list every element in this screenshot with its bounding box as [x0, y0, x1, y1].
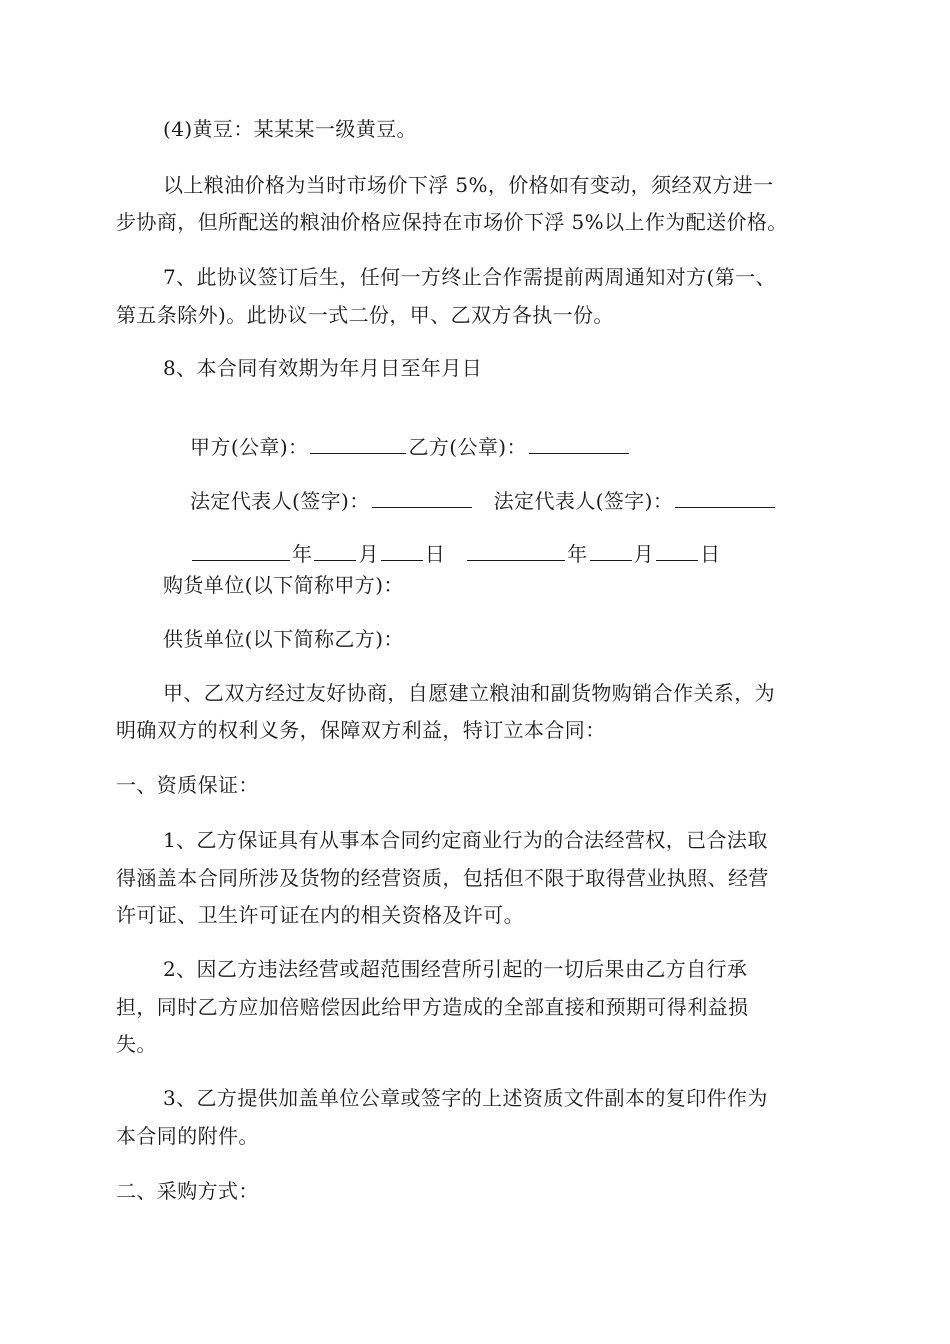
- date-a-day-label: 日: [424, 542, 446, 566]
- supplier-unit: 供货单位(以下简称乙方)：: [163, 627, 404, 651]
- rep-b-blank[interactable]: [675, 489, 775, 508]
- date-b-month-label: 月: [633, 542, 655, 566]
- buyer-unit: 购货单位(以下简称甲方)：: [163, 573, 404, 597]
- s1-item-1-line-3: 许可证、卫生许可证在内的相关资格及许可。: [116, 903, 524, 927]
- date-a-year-label: 年: [292, 542, 313, 566]
- date-b-year-label: 年: [567, 542, 588, 566]
- section-1-heading: 一、资质保证：: [116, 773, 259, 797]
- rep-a-blank[interactable]: [372, 489, 472, 508]
- rep-a-label: 法定代表人(签字)：: [190, 489, 370, 513]
- price-paragraph-line-1: 以上粮油价格为当时市场价下浮 5%，价格如有变动，须经双方进一: [163, 173, 774, 197]
- item-4-soybean: (4)黄豆：某某某一级黄豆。: [163, 117, 417, 141]
- s1-item-3-line-2: 本合同的附件。: [116, 1124, 259, 1148]
- s1-item-2-line-1: 2、因乙方违法经营或超范围经营所引起的一切后果由乙方自行承: [163, 957, 748, 981]
- rep-b-label: 法定代表人(签字)：: [493, 489, 674, 513]
- price-paragraph-line-2: 步协商，但所配送的粮油价格应保持在市场价下浮 5%以上作为配送价格。: [116, 210, 788, 234]
- party-b-seal-blank[interactable]: [529, 435, 629, 454]
- date-b-day-blank[interactable]: [656, 542, 698, 561]
- s1-item-3-line-1: 3、乙方提供加盖单位公章或签字的上述资质文件副本的复印件作为: [163, 1086, 768, 1110]
- intro-line-2: 明确双方的权利义务，保障双方利益，特订立本合同：: [116, 718, 606, 742]
- party-b-seal-label: 乙方(公章)：: [408, 435, 527, 459]
- s1-item-1-line-1: 1、乙方保证具有从事本合同约定商业行为的合法经营权，已合法取: [163, 828, 768, 852]
- date-a-month-label: 月: [358, 542, 379, 566]
- clause-7-line-1: 7、此协议签订后生，任何一方终止合作需提前两周通知对方(第一、: [163, 265, 776, 289]
- date-b-day-label: 日: [700, 542, 721, 566]
- date-b-year-blank[interactable]: [467, 542, 565, 561]
- date-a-day-blank[interactable]: [381, 542, 423, 561]
- date-a-month-blank[interactable]: [314, 542, 356, 561]
- party-a-seal-blank[interactable]: [310, 435, 406, 454]
- date-a-year-blank[interactable]: [192, 542, 290, 561]
- s1-item-1-line-2: 得涵盖本合同所涉及货物的经营资质，包括但不限于取得营业执照、经营: [116, 866, 769, 890]
- clause-7-line-2: 第五条除外)。此协议一式二份，甲、乙双方各执一份。: [116, 303, 614, 327]
- party-a-seal-label: 甲方(公章)：: [190, 435, 309, 459]
- section-2-heading: 二、采购方式：: [116, 1179, 259, 1203]
- s1-item-2-line-3: 失。: [116, 1032, 157, 1056]
- intro-line-1: 甲、乙双方经过友好协商，自愿建立粮油和副货物购销合作关系，为: [163, 681, 775, 705]
- clause-8: 8、本合同有效期为年月日至年月日: [163, 356, 483, 380]
- s1-item-2-line-2: 担，同时乙方应加倍赔偿因此给甲方造成的全部直接和预期可得利益损: [116, 995, 749, 1019]
- date-b-month-blank[interactable]: [590, 542, 632, 561]
